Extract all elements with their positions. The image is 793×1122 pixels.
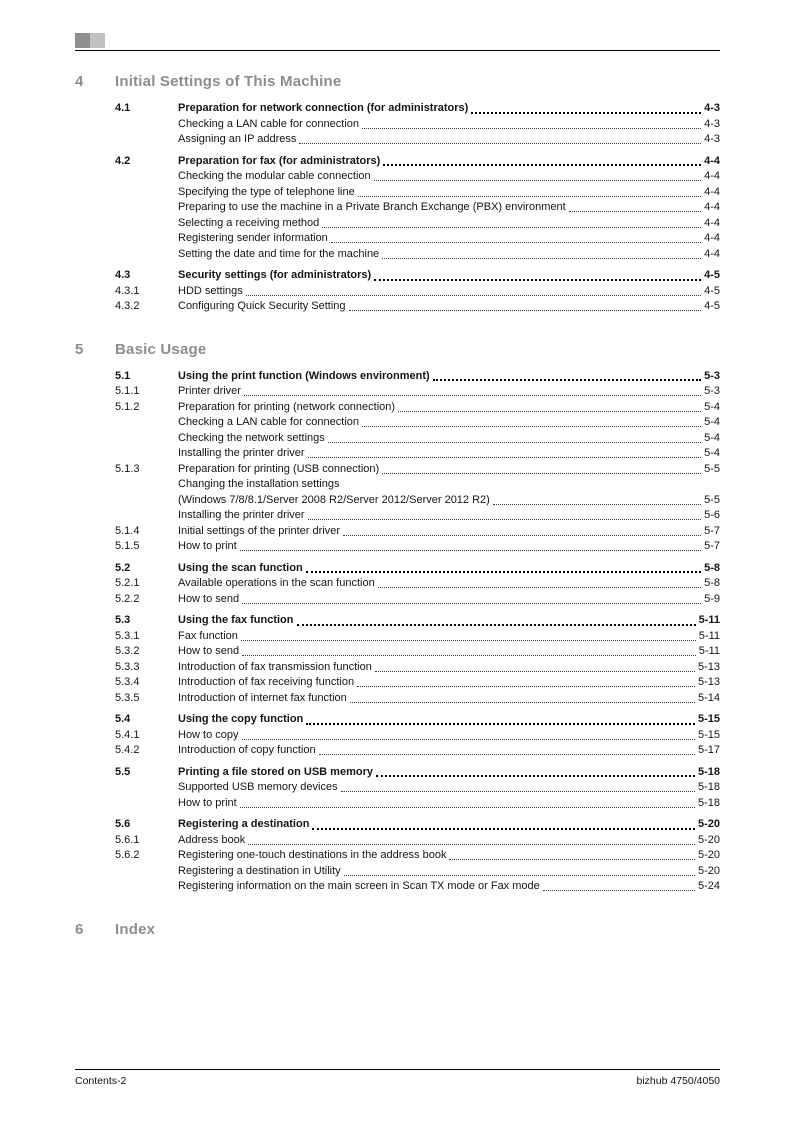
- dot-leader: [350, 691, 695, 703]
- toc-entry-body: [178, 660, 720, 676]
- toc-entry-number: 5.3: [115, 614, 131, 626]
- toc-entry-number: [115, 780, 178, 796]
- toc-entry-body: [178, 384, 720, 400]
- toc-entry-number: 5.3.2: [115, 645, 140, 657]
- toc-entry-body: [178, 508, 720, 524]
- toc-entry-page: 5-5: [704, 493, 720, 506]
- toc-entry: [75, 216, 720, 232]
- toc-entry: [75, 200, 720, 216]
- toc-entry-number: 5.6: [115, 818, 131, 830]
- toc-entry-page: 4-5: [704, 269, 720, 281]
- toc-entry-body: [178, 247, 720, 263]
- toc-chapter: [75, 341, 720, 895]
- dot-leader: [375, 660, 695, 672]
- toc-entry-page: 4-4: [704, 201, 720, 213]
- toc-entry-number: [115, 879, 178, 895]
- toc-entry-page: 5-5: [704, 462, 720, 475]
- corner-registration-mark: [75, 33, 105, 48]
- toc-entry-number: 5.1.2: [115, 400, 140, 413]
- toc-entry-body: [178, 765, 720, 781]
- toc-entry-body: [178, 879, 720, 895]
- chapter-title: Index: [115, 920, 156, 938]
- toc-entry-number: 5.3.5: [115, 691, 140, 704]
- toc-entry-title: (Windows 7/8/8.1/Server 2008 R2/Server 2012/Server 2012 R2): [178, 493, 490, 506]
- dot-leader: [383, 154, 701, 167]
- footer-page-label: Contents-2: [75, 1075, 127, 1087]
- toc-entry-body: [178, 117, 720, 133]
- dot-leader: [341, 780, 695, 792]
- dot-leader: [308, 508, 702, 520]
- toc-entry-body: [178, 299, 720, 315]
- toc-entry-title: Checking the modular cable connection: [178, 170, 371, 182]
- toc-entry-number: 5.3.3: [115, 660, 140, 673]
- toc-entry-title: Introduction of fax transmission function: [178, 660, 372, 673]
- toc-entry-page: 5-15: [697, 713, 720, 725]
- toc-entry-body: [178, 132, 720, 148]
- toc-entry-number: 5.1.3: [115, 462, 140, 475]
- toc-entry-body: [178, 185, 720, 201]
- toc-entry-number: 5.1.5: [115, 540, 140, 552]
- toc-entry-number: 4.1: [115, 102, 131, 114]
- toc-entry-body: [178, 561, 720, 577]
- toc-entry: [75, 796, 720, 812]
- toc-entry-title: Registering a destination in Utility: [178, 864, 341, 877]
- toc-chapter: [75, 73, 720, 315]
- toc-entry: [75, 728, 720, 744]
- toc-entry-body: [178, 284, 720, 300]
- toc-entry-title: Preparing to use the machine in a Private Branch Exchange (PBX) environment: [178, 201, 566, 213]
- chapter-number: 5: [75, 340, 84, 358]
- toc-entry-body: [178, 864, 720, 880]
- toc-entry: [75, 132, 720, 148]
- toc-entry: [75, 400, 720, 416]
- toc-entry: [75, 117, 720, 133]
- toc-entry-title: Installing the printer driver: [178, 447, 305, 459]
- toc-entry-title: Using the print function (Windows environment): [178, 369, 430, 382]
- dot-leader: [374, 268, 701, 281]
- toc-entry-title: Registering information on the main screen in Scan TX mode or Fax mode: [178, 880, 540, 892]
- toc-entry: [75, 299, 720, 315]
- chapter-title: Initial Settings of This Machine: [115, 73, 342, 90]
- dot-leader: [433, 369, 701, 382]
- toc-entry: [75, 384, 720, 400]
- toc-entry-page: 4-4: [704, 216, 720, 229]
- toc-entry: [75, 462, 720, 478]
- toc-entry-page: 5-17: [697, 744, 720, 756]
- dot-leader: [362, 117, 701, 129]
- toc-entry-title: Changing the installation settings: [178, 478, 340, 490]
- toc-entry-number: [115, 169, 178, 185]
- toc-entry-page: 5-20: [697, 864, 720, 877]
- toc-entry-title: Preparation for network connection (for administrators): [178, 102, 469, 114]
- toc-entry: [75, 431, 720, 447]
- toc-entry-page: 4-4: [704, 232, 720, 244]
- toc-entry: [75, 446, 720, 462]
- dot-leader: [374, 169, 701, 181]
- dot-leader: [246, 284, 701, 296]
- toc-entry-number: [115, 477, 178, 493]
- toc-entry-number: 4.2: [115, 154, 131, 167]
- dot-leader: [357, 675, 695, 687]
- toc-entry-body: [178, 848, 720, 864]
- toc-entry-body: [178, 101, 720, 117]
- toc-entry-page: 4-4: [704, 154, 720, 167]
- dot-leader: [543, 879, 695, 891]
- toc-entry-title: Available operations in the scan function: [178, 577, 375, 589]
- dot-leader: [328, 431, 701, 443]
- toc-entry-title: Introduction of fax receiving function: [178, 676, 355, 688]
- chapter-heading: [75, 73, 720, 90]
- toc-entry-number: [115, 200, 178, 216]
- toc-entry-title: Using the copy function: [178, 713, 304, 725]
- dot-leader: [242, 644, 696, 656]
- toc-entry-page: 4-3: [704, 102, 720, 114]
- toc-entry-body: [178, 216, 720, 232]
- toc-entry-body: [178, 268, 720, 284]
- toc-entry: [75, 415, 720, 431]
- toc-entry-list: [75, 369, 720, 895]
- dot-leader: [241, 629, 696, 641]
- toc-entry: [75, 644, 720, 660]
- dot-leader: [240, 796, 695, 808]
- toc-entry-number: 5.2: [115, 561, 131, 574]
- toc-entry: [75, 101, 720, 117]
- toc-entry-body: [178, 780, 720, 796]
- toc-entry: [75, 284, 720, 300]
- toc-entry: [75, 712, 720, 728]
- toc-entry-title: HDD settings: [178, 284, 243, 297]
- toc-entry-page: 4-4: [704, 170, 720, 182]
- toc-entry: [75, 864, 720, 880]
- dot-leader: [382, 462, 701, 474]
- toc-entry-number: [115, 216, 178, 232]
- toc-entry-page: 5-4: [704, 431, 720, 444]
- toc-entry-page: 4-5: [704, 300, 720, 312]
- toc-entry-title: Printing a file stored on USB memory: [178, 765, 373, 778]
- toc-entry-number: [115, 117, 178, 133]
- toc-entry-page: 5-3: [704, 369, 720, 382]
- table-of-contents: [75, 73, 720, 938]
- dot-leader: [343, 524, 701, 536]
- dot-leader: [306, 561, 701, 574]
- toc-entry-page: 5-8: [704, 577, 720, 589]
- chapter-heading: [75, 921, 720, 938]
- toc-entry-page: 5-20: [697, 818, 720, 830]
- toc-entry: [75, 743, 720, 759]
- toc-entry-body: [178, 613, 720, 629]
- toc-entry-title: Introduction of copy function: [178, 744, 316, 756]
- toc-entry-number: 5.3.1: [115, 629, 140, 642]
- toc-entry-title: How to print: [178, 796, 237, 809]
- toc-entry-title: Registering one-touch destinations in the address book: [178, 849, 447, 861]
- toc-entry-title: Initial settings of the printer driver: [178, 524, 341, 537]
- toc-entry-body: [178, 817, 720, 833]
- toc-entry-number: [115, 431, 178, 447]
- toc-entry: [75, 154, 720, 170]
- toc-entry-title: Preparation for printing (USB connection): [178, 462, 380, 475]
- dot-leader: [569, 200, 701, 212]
- toc-entry-title: Specifying the type of telephone line: [178, 185, 355, 198]
- toc-entry: [75, 629, 720, 645]
- toc-entry-number: [115, 132, 178, 148]
- toc-entry-body: [178, 415, 720, 431]
- toc-entry-number: 5.4.2: [115, 744, 140, 756]
- dot-leader: [449, 848, 695, 860]
- toc-entry-page: 5-7: [704, 540, 720, 552]
- dot-leader: [349, 299, 702, 311]
- toc-entry-page: 4-3: [704, 133, 720, 145]
- toc-entry: [75, 508, 720, 524]
- toc-entry-page: 5-11: [698, 645, 720, 657]
- toc-entry-page: 5-14: [697, 691, 720, 704]
- toc-entry-number: [115, 493, 178, 509]
- dot-leader: [240, 539, 701, 551]
- toc-entry: [75, 477, 720, 493]
- toc-entry-body: [178, 576, 720, 592]
- toc-entry-title: Security settings (for administrators): [178, 269, 372, 281]
- toc-entry-page: 5-18: [697, 796, 720, 809]
- toc-entry-page: 5-3: [704, 385, 720, 397]
- toc-entry-title: How to copy: [178, 728, 239, 741]
- toc-entry-page: 5-13: [697, 660, 720, 673]
- toc-entry: [75, 576, 720, 592]
- toc-entry-body: [178, 743, 720, 759]
- toc-entry-title: Preparation for printing (network connection): [178, 400, 396, 413]
- toc-entry-title: Selecting a receiving method: [178, 216, 320, 229]
- dot-leader: [299, 132, 701, 144]
- dot-leader: [322, 216, 701, 228]
- dot-leader: [344, 864, 695, 876]
- toc-entry-title: Checking the network settings: [178, 431, 325, 444]
- toc-entry-body: [178, 728, 720, 744]
- chapter-heading: [75, 341, 720, 358]
- toc-entry-page: 5-20: [697, 849, 720, 861]
- chapter-number: 6: [75, 920, 84, 938]
- toc-entry: [75, 247, 720, 263]
- toc-entry: [75, 524, 720, 540]
- toc-entry-body: [178, 231, 720, 247]
- toc-entry: [75, 675, 720, 691]
- dot-leader: [382, 247, 701, 259]
- toc-entry-title: Configuring Quick Security Setting: [178, 300, 346, 312]
- toc-entry-page: 5-4: [704, 447, 720, 459]
- toc-entry-title: Using the scan function: [178, 561, 303, 574]
- toc-entry-body: [178, 833, 720, 849]
- corner-mark-dark-segment: [75, 33, 90, 48]
- toc-entry-number: 5.1.4: [115, 524, 140, 537]
- toc-entry: [75, 817, 720, 833]
- toc-entry-page: 5-18: [697, 781, 720, 793]
- toc-entry-body: [178, 629, 720, 645]
- toc-entry: [75, 613, 720, 629]
- toc-entry-number: 5.1.1: [115, 385, 140, 397]
- toc-entry-body: [178, 644, 720, 660]
- toc-entry-number: 4.3.1: [115, 284, 140, 297]
- toc-entry-page: 5-11: [698, 629, 720, 642]
- toc-entry-title: Assigning an IP address: [178, 133, 297, 145]
- toc-entry-page: 4-5: [704, 284, 720, 297]
- dot-leader: [358, 185, 701, 197]
- dot-leader: [471, 101, 701, 114]
- toc-entry-number: 5.6.2: [115, 849, 140, 861]
- toc-entry-page: 5-24: [697, 880, 720, 892]
- toc-entry: [75, 780, 720, 796]
- toc-entry-page: 5-13: [697, 676, 720, 688]
- toc-entry-title: Address book: [178, 833, 246, 846]
- toc-entry-number: 4.3: [115, 269, 131, 281]
- toc-entry-number: [115, 446, 178, 462]
- toc-entry: [75, 848, 720, 864]
- toc-entry-number: 5.5: [115, 765, 131, 778]
- toc-entry-title: Checking a LAN cable for connection: [178, 416, 359, 428]
- footer-model-label: bizhub 4750/4050: [636, 1075, 720, 1087]
- toc-entry: [75, 169, 720, 185]
- dot-leader: [319, 743, 695, 755]
- toc-entry-title: How to send: [178, 645, 240, 657]
- toc-entry-title: Printer driver: [178, 385, 241, 397]
- toc-entry-number: 5.4: [115, 713, 131, 725]
- dot-leader: [378, 576, 701, 588]
- toc-entry-body: [178, 154, 720, 170]
- chapter-title: Basic Usage: [115, 340, 207, 358]
- toc-entry: [75, 660, 720, 676]
- toc-entry-title: Fax function: [178, 629, 238, 642]
- toc-entry-page: 5-9: [704, 592, 720, 605]
- toc-entry-title: Installing the printer driver: [178, 509, 305, 521]
- toc-entry-page: 4-4: [704, 185, 720, 198]
- page-footer: [75, 1069, 720, 1087]
- toc-entry-title: Registering a destination: [178, 818, 310, 830]
- dot-leader: [242, 592, 701, 604]
- toc-entry-body: [178, 446, 720, 462]
- toc-entry: [75, 833, 720, 849]
- toc-entry-page: 5-4: [704, 400, 720, 413]
- toc-entry-number: [115, 247, 178, 263]
- toc-entry-body: [178, 431, 720, 447]
- toc-entry: [75, 691, 720, 707]
- toc-entry: [75, 493, 720, 509]
- toc-entry-body: [178, 169, 720, 185]
- toc-entry: [75, 561, 720, 577]
- toc-entry-title: How to print: [178, 540, 237, 552]
- toc-entry-body: [178, 691, 720, 707]
- toc-entry-number: 5.3.4: [115, 676, 140, 688]
- toc-entry-body: [178, 462, 720, 478]
- toc-entry: [75, 369, 720, 385]
- dot-leader: [362, 415, 701, 427]
- toc-entry-body: [178, 539, 720, 555]
- footer-rule: [75, 1069, 720, 1070]
- dot-leader: [398, 400, 701, 412]
- toc-entry: [75, 879, 720, 895]
- toc-entry-number: 5.1: [115, 369, 131, 382]
- toc-entry-number: [115, 796, 178, 812]
- toc-entry: [75, 185, 720, 201]
- dot-leader: [308, 446, 702, 458]
- toc-entry-title: Setting the date and time for the machine: [178, 247, 380, 260]
- toc-entry-title: Supported USB memory devices: [178, 781, 338, 793]
- toc-entry-page: 5-18: [697, 765, 720, 778]
- toc-entry-number: [115, 185, 178, 201]
- toc-entry-page: 5-7: [704, 524, 720, 537]
- toc-entry-title: Checking a LAN cable for connection: [178, 117, 359, 130]
- toc-entry: [75, 539, 720, 555]
- toc-entry-body: [178, 369, 720, 385]
- toc-entry-page: 4-4: [704, 247, 720, 260]
- toc-entry-body: [178, 400, 720, 416]
- toc-entry-title: Introduction of internet fax function: [178, 691, 347, 704]
- toc-entry-body: [178, 675, 720, 691]
- toc-entry-list: [75, 101, 720, 315]
- toc-entry-number: [115, 231, 178, 247]
- toc-entry: [75, 592, 720, 608]
- toc-entry-page: 5-20: [697, 833, 720, 846]
- dot-leader: [306, 712, 695, 725]
- toc-entry-title: Registering sender information: [178, 232, 328, 244]
- toc-entry-page: 4-3: [704, 117, 720, 130]
- toc-entry-number: [115, 508, 178, 524]
- toc-entry-number: 5.4.1: [115, 728, 140, 741]
- dot-leader: [376, 765, 695, 778]
- dot-leader: [244, 384, 701, 396]
- dot-leader: [331, 231, 701, 243]
- toc-entry-page: 5-8: [704, 561, 720, 574]
- toc-entry-number: 5.2.2: [115, 592, 140, 605]
- toc-entry-title: Using the fax function: [178, 614, 294, 626]
- corner-mark-light-segment: [90, 33, 105, 48]
- chapter-number: 4: [75, 73, 84, 90]
- toc-entry: [75, 231, 720, 247]
- toc-entry-body: [178, 796, 720, 812]
- toc-entry-number: 5.2.1: [115, 577, 140, 589]
- dot-leader: [242, 728, 695, 740]
- toc-entry-page: 5-6: [704, 509, 720, 521]
- toc-entry-number: 5.6.1: [115, 833, 140, 846]
- toc-entry-body: [178, 200, 720, 216]
- toc-entry-page: 5-4: [704, 416, 720, 428]
- toc-entry-body: [178, 712, 720, 728]
- toc-entry-page: 5-15: [697, 728, 720, 741]
- toc-chapter: [75, 921, 720, 938]
- dot-leader: [248, 833, 695, 845]
- toc-entry-body: [178, 493, 720, 509]
- toc-entry-page: 5-11: [698, 614, 720, 626]
- toc-entry-number: [115, 415, 178, 431]
- toc-entry-number: [115, 864, 178, 880]
- toc-entry: [75, 765, 720, 781]
- header-rule: [75, 50, 720, 51]
- toc-entry-title: Preparation for fax (for administrators): [178, 154, 381, 167]
- toc-entry: [75, 268, 720, 284]
- dot-leader: [312, 817, 695, 830]
- dot-leader: [493, 493, 701, 505]
- toc-entry-body: [178, 477, 720, 493]
- dot-leader: [297, 613, 696, 626]
- toc-entry-title: How to send: [178, 592, 240, 605]
- toc-entry-body: [178, 592, 720, 608]
- toc-entry-number: 4.3.2: [115, 300, 140, 312]
- toc-entry-body: [178, 524, 720, 540]
